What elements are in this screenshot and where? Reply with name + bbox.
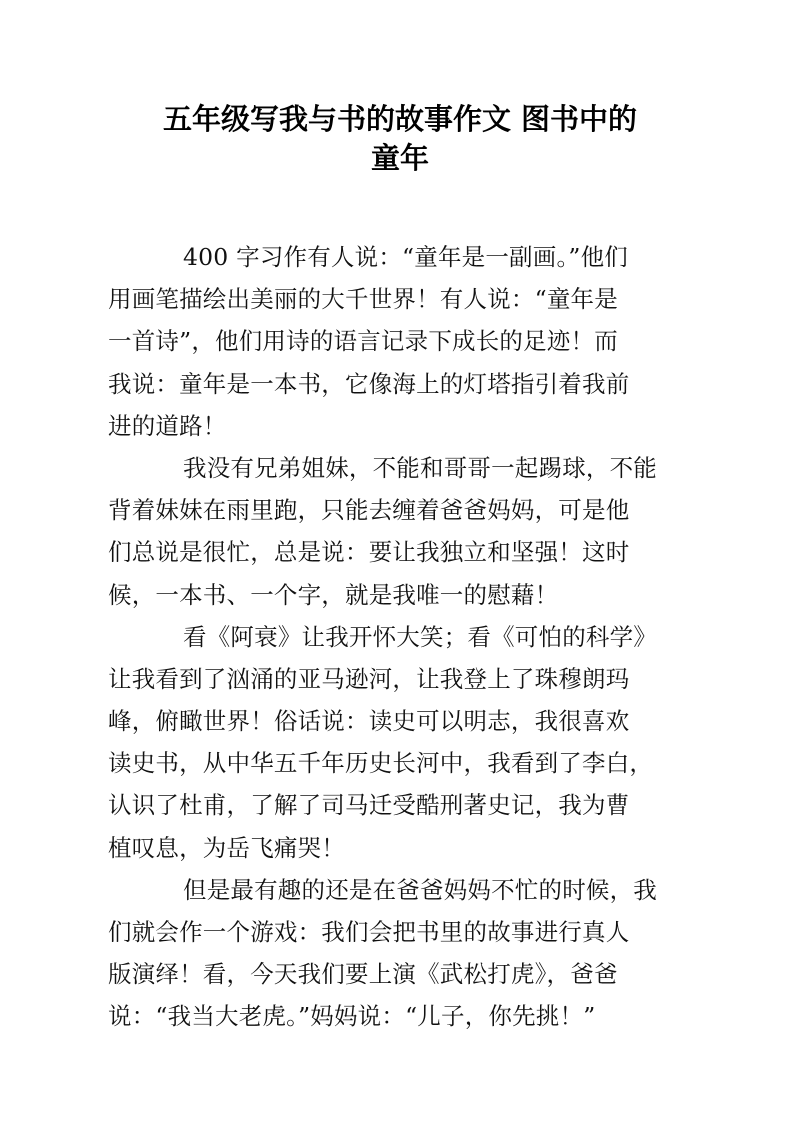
paragraph [108, 451, 708, 620]
paragraph-line: 看《阿衰》让我开怀大笑；看《可怕的科学》 [183, 622, 657, 651]
paragraph-line: 但是最有趣的还是在爸爸妈妈不忙的时候，我 [183, 875, 657, 904]
paragraph [108, 620, 708, 873]
paragraph-line: 候，一本书、一个字，就是我唯一的慰藉！ [108, 580, 559, 609]
paragraph-line: 我说：童年是一本书，它像海上的灯塔指引着我前 [108, 369, 630, 398]
paragraph-line: 们总说是很忙，总是说：要让我独立和坚强！这时 [108, 538, 630, 567]
paragraph-line: 背着妹妹在雨里跑，只能去缠着爸爸妈妈，可是他 [108, 496, 630, 525]
paragraph-line: 读史书，从中华五千年历史长河中，我看到了李白， [108, 749, 654, 778]
paragraph-line: 说：“我当大老虎。”妈妈说：“儿子，你先挑！” [108, 1002, 596, 1031]
paragraph [108, 873, 708, 1042]
paragraph-line: 认识了杜甫，了解了司马迁受酷刑著史记，我为曹 [108, 791, 630, 820]
paragraph-line: 让我看到了汹涌的亚马逊河，让我登上了珠穆朗玛 [108, 664, 630, 693]
document-body [108, 240, 708, 1042]
paragraph-line: 我没有兄弟姐妹，不能和哥哥一起踢球，不能 [183, 453, 657, 482]
paragraph-line: 400 字习作有人说：“童年是一副画。”他们 [183, 243, 629, 271]
paragraph-line: 峰，俯瞰世界！俗话说：读史可以明志，我很喜欢 [108, 707, 630, 736]
paragraph-line: 植叹息，为岳飞痛哭！ [108, 833, 345, 862]
paragraph-line: 一首诗”，他们用诗的语言记录下成长的足迹！而 [108, 327, 618, 356]
title-line: 童年 [370, 141, 429, 175]
paragraph-line: 版演绎！看，今天我们要上演《武松打虎》，爸爸 [108, 960, 618, 989]
paragraph [108, 240, 708, 451]
title-line: 五年级写我与书的故事作文 图书中的 [162, 102, 638, 136]
paragraph-line: 进的道路！ [108, 411, 227, 440]
document-title [0, 100, 800, 178]
paragraph-line: 用画笔描绘出美丽的大千世界！有人说：“童年是 [108, 285, 618, 314]
paragraph-line: 们就会作一个游戏：我们会把书里的故事进行真人 [108, 918, 630, 946]
